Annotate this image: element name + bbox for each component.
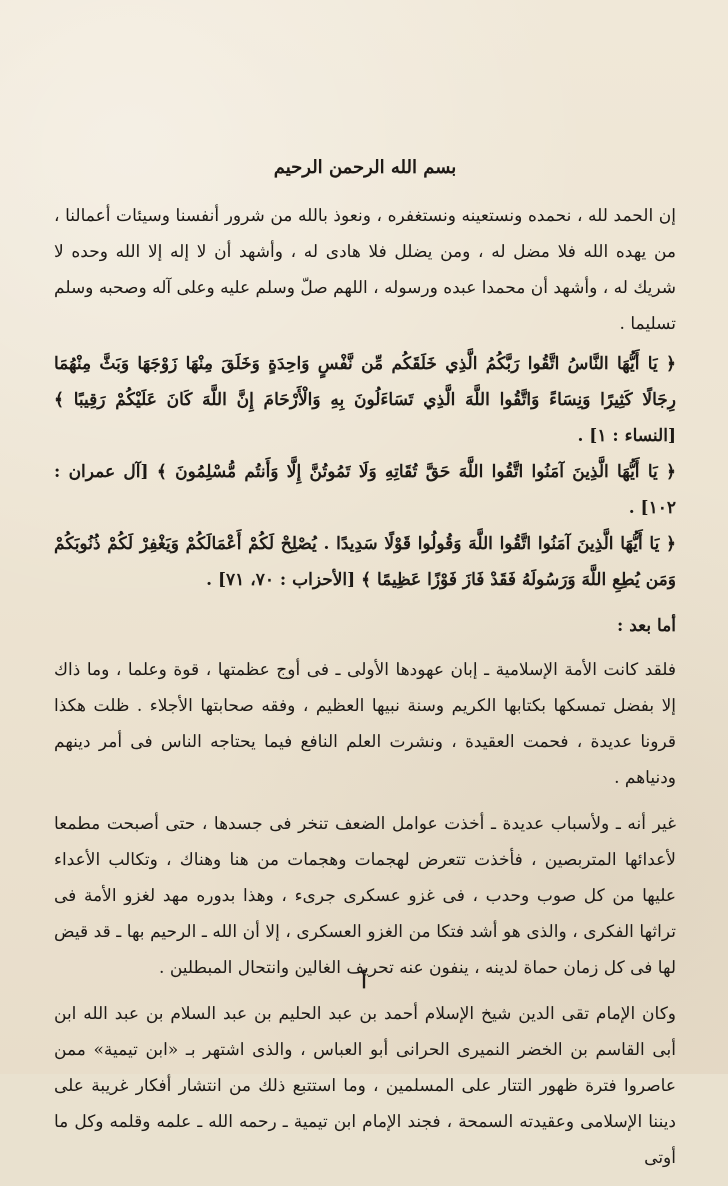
body-paragraph-1: فلقد كانت الأمة الإسلامية ـ إبان عهودها الأولى ـ فى أوج عظمتها ، قوة وعلما ، وما ذاك إلا بفضل تمسكها بكتابها الكريم وسنة نبيها العظيم ، وفقه صحابتها الأجلاء . ظلت هكذا قرونا عديدة ، فحمت العقيدة ، ونشرت العلم النافع فيما يحتاجه الناس فى أمر دينهم ودنياهم . <box>54 660 676 788</box>
page-title: بسم الله الرحمن الرحيم <box>273 157 457 178</box>
page-number: أ <box>361 972 367 993</box>
body-paragraph-2: غير أنه ـ ولأسباب عديدة ـ أخذت عوامل الضعف تنخر فى جسدها ، حتى أصبحت مطمعا لأعدائها المتربصين ، فأخذت تتعرض لهجمات وهجمات من هنا وهناك ، وتكالب الأعداء عليها من كل صوب وحدب ، فى غزو عسكرى جرىء ، وهذا بدوره مهد لغزو الأمة فى تراثها الفكرى ، والذى هو أشد فتكا من الغزو العسكرى ، إلا أن الله ـ الرحيم بها ـ قد قيض لها فى كل زمان حماة لدينه ، ينفون عنه تحريف الغالين وانتحال المبطلين . <box>54 814 676 978</box>
intro-paragraph: إن الحمد لله ، نحمده ونستعينه ونستغفره ، ونعوذ بالله من شرور أنفسنا وسيئات أعمالنا ، من يهده الله فلا مضل له ، ومن يضلل فلا هادى له ، وأشهد أن لا إله إلا الله وحده لا شريك له ، وأشهد أن محمدا عبده ورسوله ، اللهم صلّ وسلم عليه وعلى آله وصحبه وسلم تسليما . <box>54 206 676 334</box>
verse-1: ﴿ يَا أَيُّهَا النَّاسُ اتَّقُوا رَبَّكُمُ الَّذِي خَلَقَكُم مِّن نَّفْسٍ وَاحِدَةٍ وَخَلَقَ مِنْهَا زَوْجَهَا وَبَثَّ مِنْهُمَا رِجَالًا كَثِيرًا وَنِسَاءً وَاتَّقُوا اللَّهَ الَّذِي تَسَاءَلُونَ بِهِ وَالْأَرْحَامَ إِنَّ اللَّهَ كَانَ عَلَيْكُمْ رَقِيبًا ﴾ [النساء : ١] . <box>54 354 676 446</box>
page-text-block <box>54 150 676 1186</box>
amma-baad-heading: أما بعد : <box>617 616 676 636</box>
verse-3: ﴿ يَا أَيُّهَا الَّذِينَ آمَنُوا اتَّقُوا اللَّهَ وَقُولُوا قَوْلًا سَدِيدًا . يُصْلِحْ لَكُمْ أَعْمَالَكُمْ وَيَغْفِرْ لَكُمْ ذُنُوبَكُمْ وَمَن يُطِعِ اللَّهَ وَرَسُولَهُ فَقَدْ فَازَ فَوْزًا عَظِيمًا ﴾ [الأحزاب : ٧٠، ٧١] . <box>54 534 676 590</box>
body-paragraph-3: وكان الإمام تقى الدين شيخ الإسلام أحمد بن عبد الحليم بن عبد السلام بن عبد الله ابن أبى القاسم بن الخضر النميرى الحرانى أبو العباس ، والذى اشتهر بـ «ابن تيمية» ممن عاصروا فترة ظهور التتار على المسلمين ، وما استتبع ذلك من انتشار أفكار غريبة على ديننا الإسلامى وعقيدته السمحة ، فجند الإمام ابن تيمية ـ رحمه الله ـ علمه وقلمه وكل ما أوتى <box>54 1004 676 1168</box>
verse-2: ﴿ يَا أَيُّهَا الَّذِينَ آمَنُوا اتَّقُوا اللَّهَ حَقَّ تُقَاتِهِ وَلَا تَمُوتُنَّ إِلَّا وَأَنتُم مُّسْلِمُونَ ﴾ [آل عمران : ١٠٢] . <box>54 462 676 518</box>
